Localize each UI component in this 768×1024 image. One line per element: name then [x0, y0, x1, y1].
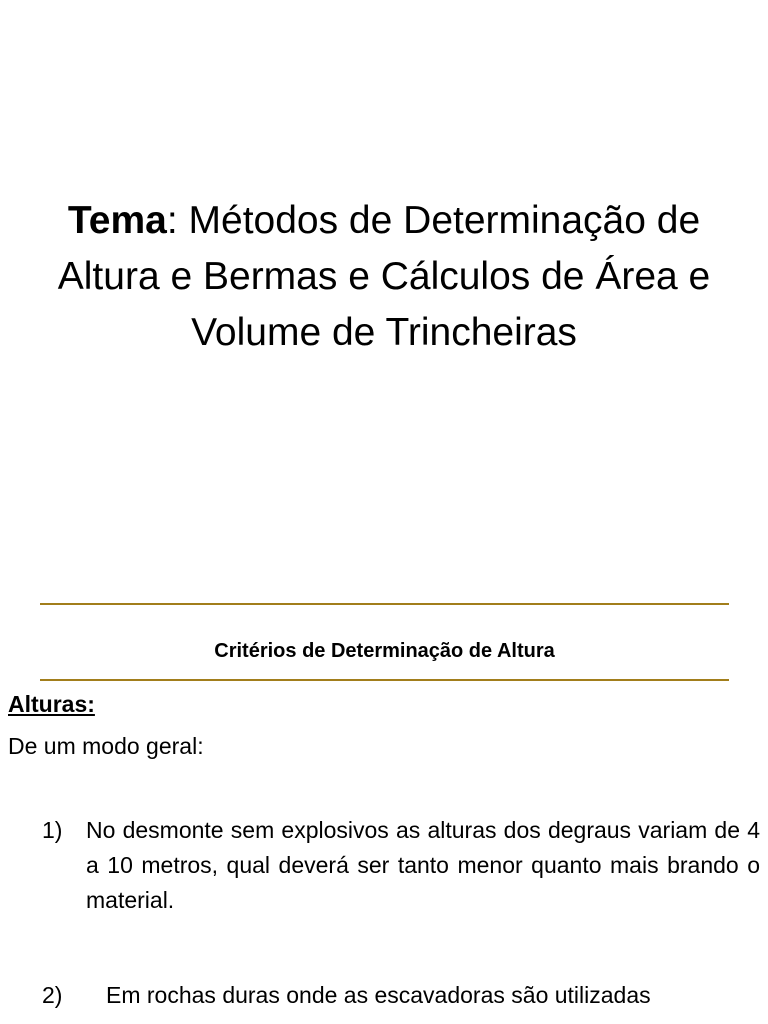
slide-title [20, 193, 748, 361]
heading-top-rule [40, 603, 729, 605]
alturas-label: Alturas: [8, 691, 95, 717]
list-item-number: 1) [42, 817, 63, 843]
list-item-number: 2) [42, 982, 63, 1008]
list-item-text: No desmonte sem explosivos as alturas dos degraus variam de 4 a 10 metros, qual deverá ser tanto menor quanto mais brando o material. [86, 817, 760, 913]
list-item-text: Em rochas duras onde as escavadoras são utilizadas [106, 982, 651, 1008]
intro-text: De um modo geral: [8, 733, 204, 759]
title-text: : Métodos de Determinação de Altura e Bermas e Cálculos de Área e Volume de Trincheiras [57, 199, 711, 354]
heading-bottom-rule [40, 679, 729, 681]
section-heading: Critérios de Determinação de Altura [214, 640, 555, 662]
title-bold-word: Tema [67, 199, 167, 242]
